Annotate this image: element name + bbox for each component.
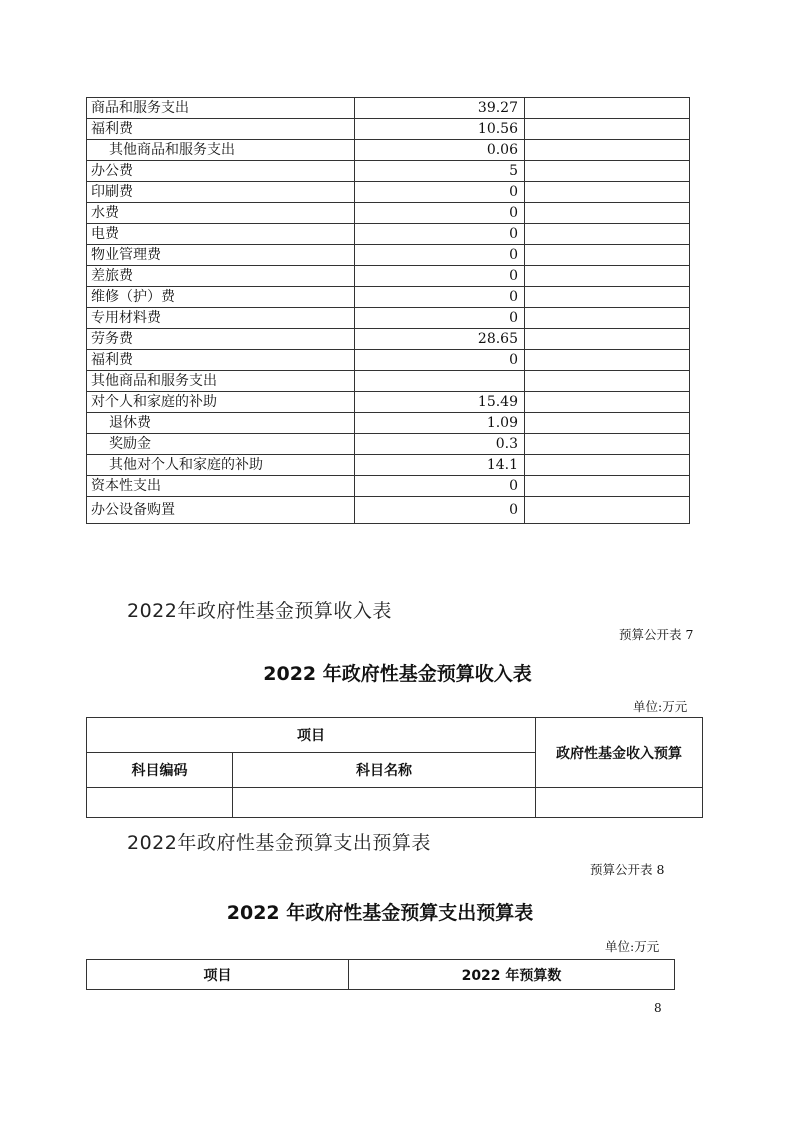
table-row [87,434,690,455]
row-item-value: 0 [355,308,525,329]
income-empty-cell [233,788,536,818]
row-item-name: 福利费 [87,119,355,140]
row-empty-cell [525,98,690,119]
row-item-name: 资本性支出 [87,476,355,497]
row-item-name: 电费 [87,224,355,245]
table-row [87,119,690,140]
row-empty-cell [525,371,690,392]
row-item-name: 商品和服务支出 [87,98,355,119]
row-empty-cell [525,329,690,350]
table-row [87,182,690,203]
income-empty-cell [536,788,703,818]
row-item-value: 15.49 [355,392,525,413]
income-header-name: 科目名称 [233,753,536,788]
row-item-value: 0 [355,203,525,224]
table-row [87,308,690,329]
row-item-value [355,371,525,392]
row-item-name: 福利费 [87,350,355,371]
table-row [87,266,690,287]
row-empty-cell [525,161,690,182]
table-row [87,245,690,266]
row-empty-cell [525,266,690,287]
row-item-name: 物业管理费 [87,245,355,266]
income-table [86,717,703,818]
table-row [87,455,690,476]
row-empty-cell [525,140,690,161]
row-item-value: 0.3 [355,434,525,455]
table-row [87,371,690,392]
expense-header-budget: 2022 年预算数 [349,960,675,990]
table-row [87,392,690,413]
row-item-value: 0 [355,245,525,266]
income-header-code: 科目编码 [87,753,233,788]
row-item-value: 10.56 [355,119,525,140]
page-number: 8 [654,1001,662,1015]
row-empty-cell [525,434,690,455]
row-item-name: 水费 [87,203,355,224]
row-item-value: 5 [355,161,525,182]
table-row [87,476,690,497]
row-empty-cell [525,224,690,245]
row-item-name: 劳务费 [87,329,355,350]
income-table-unit: 单位:万元 [633,699,688,714]
expense-budget-table [86,959,675,990]
row-item-name: 对个人和家庭的补助 [87,392,355,413]
row-item-value: 0 [355,224,525,245]
row-empty-cell [525,287,690,308]
expense-section-heading: 2022年政府性基金预算支出预算表 [127,832,431,854]
row-empty-cell [525,203,690,224]
row-item-name: 维修（护）费 [87,287,355,308]
expense-breakdown-table [86,97,690,524]
table-row [87,497,690,524]
row-empty-cell [525,182,690,203]
row-item-value: 0 [355,476,525,497]
expense-table-title: 2022 年政府性基金预算支出预算表 [226,902,534,924]
row-item-name: 其他商品和服务支出 [87,371,355,392]
row-item-name: 印刷费 [87,182,355,203]
expense-table-code: 预算公开表 8 [590,862,665,877]
row-empty-cell [525,476,690,497]
row-item-value: 28.65 [355,329,525,350]
table-row [87,224,690,245]
income-section-heading: 2022年政府性基金预算收入表 [127,600,392,622]
expense-breakdown-body [87,98,690,524]
row-item-value: 14.1 [355,455,525,476]
table-row [87,287,690,308]
row-item-name: 退休费 [87,413,355,434]
row-empty-cell [525,455,690,476]
expense-table-unit: 单位:万元 [605,939,660,954]
table-row [87,203,690,224]
row-empty-cell [525,497,690,524]
row-item-value: 0 [355,266,525,287]
row-item-name: 专用材料费 [87,308,355,329]
row-item-name: 其他对个人和家庭的补助 [87,455,355,476]
row-item-value: 39.27 [355,98,525,119]
row-empty-cell [525,392,690,413]
table-row [87,329,690,350]
row-item-name: 办公费 [87,161,355,182]
row-item-value: 0 [355,287,525,308]
income-table-code: 预算公开表 7 [619,627,694,642]
row-empty-cell [525,119,690,140]
row-empty-cell [525,350,690,371]
income-header-budget: 政府性基金收入预算 [536,718,703,788]
table-row [87,140,690,161]
row-item-value: 0 [355,497,525,524]
row-item-name: 奖励金 [87,434,355,455]
row-item-value: 1.09 [355,413,525,434]
table-row [87,161,690,182]
table-row [87,413,690,434]
income-table-title: 2022 年政府性基金预算收入表 [263,663,532,685]
expense-header-project: 项目 [87,960,349,990]
row-item-value: 0 [355,350,525,371]
row-empty-cell [525,308,690,329]
income-header-project: 项目 [87,718,536,753]
row-item-name: 其他商品和服务支出 [87,140,355,161]
row-item-value: 0 [355,182,525,203]
row-item-value: 0.06 [355,140,525,161]
table-row [87,98,690,119]
row-empty-cell [525,245,690,266]
table-row [87,350,690,371]
row-empty-cell [525,413,690,434]
row-item-name: 办公设备购置 [87,497,355,524]
row-item-name: 差旅费 [87,266,355,287]
income-empty-cell [87,788,233,818]
